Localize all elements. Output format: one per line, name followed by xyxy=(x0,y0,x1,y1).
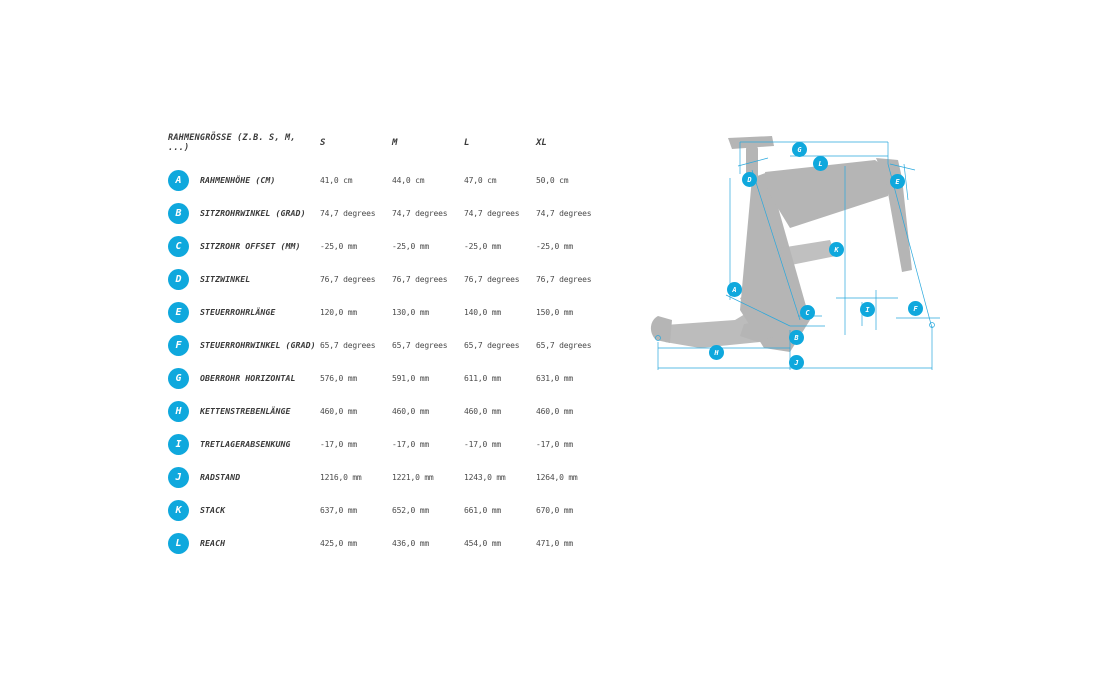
cell-l: 1243,0 mm xyxy=(464,473,506,482)
row-key xyxy=(168,269,320,290)
row-marker-d: D xyxy=(168,269,189,290)
row-label: TRETLAGERABSENKUNG xyxy=(200,438,291,449)
cell-m: 652,0 mm xyxy=(392,506,429,515)
cell-xl: -17,0 mm xyxy=(536,440,573,449)
cell-l: 661,0 mm xyxy=(464,506,501,515)
row-key xyxy=(168,236,320,257)
row-label: STEUERROHRWINKEL (GRAD) xyxy=(200,339,316,350)
bike-frame-shape xyxy=(651,136,912,352)
row-label: SITZROHRWINKEL (GRAD) xyxy=(200,207,306,218)
row-label: STACK xyxy=(200,504,226,515)
cell-s: 74,7 degrees xyxy=(320,209,376,218)
cell-m: 436,0 mm xyxy=(392,539,429,548)
row-key xyxy=(168,302,320,323)
diagram-marker-h: H xyxy=(709,345,724,360)
cell-xl: 471,0 mm xyxy=(536,539,573,548)
cell-l: 47,0 cm xyxy=(464,176,497,185)
cell-l: 611,0 mm xyxy=(464,374,501,383)
row-marker-j: J xyxy=(168,467,189,488)
row-label: OBERROHR HORIZONTAL xyxy=(200,372,296,383)
diagram-marker-g: G xyxy=(792,142,807,157)
table-row xyxy=(168,197,618,230)
row-marker-c: C xyxy=(168,236,189,257)
row-marker-f: F xyxy=(168,335,189,356)
table-row xyxy=(168,263,618,296)
cell-l: 460,0 mm xyxy=(464,407,501,416)
table-row xyxy=(168,428,618,461)
row-marker-k: K xyxy=(168,500,189,521)
diagram-marker-d: D xyxy=(742,172,757,187)
row-key xyxy=(168,434,320,455)
cell-s: 65,7 degrees xyxy=(320,341,376,350)
row-label: KETTENSTREBENLÄNGE xyxy=(200,405,291,416)
cell-m: 44,0 cm xyxy=(392,176,425,185)
row-label: SITZWINKEL xyxy=(200,273,251,284)
table-row xyxy=(168,494,618,527)
diagram-marker-l: L xyxy=(813,156,828,171)
cell-s: -25,0 mm xyxy=(320,242,357,251)
row-label: STEUERROHRLÄNGE xyxy=(200,306,276,317)
cell-s: 1216,0 mm xyxy=(320,473,362,482)
cell-m: 65,7 degrees xyxy=(392,341,448,350)
diagram-marker-c: C xyxy=(800,305,815,320)
diagram-marker-e: E xyxy=(890,174,905,189)
cell-m: 76,7 degrees xyxy=(392,275,448,284)
cell-xl: 76,7 degrees xyxy=(536,275,592,284)
cell-xl: 631,0 mm xyxy=(536,374,573,383)
cell-l: 76,7 degrees xyxy=(464,275,520,284)
cell-m: -25,0 mm xyxy=(392,242,429,251)
cell-l: -25,0 mm xyxy=(464,242,501,251)
row-key xyxy=(168,467,320,488)
cell-m: 591,0 mm xyxy=(392,374,429,383)
cell-s: -17,0 mm xyxy=(320,440,357,449)
table-row xyxy=(168,164,618,197)
bike-geometry-diagram xyxy=(640,120,1110,400)
row-label: RADSTAND xyxy=(200,471,241,482)
cell-l: 65,7 degrees xyxy=(464,341,520,350)
row-key xyxy=(168,500,320,521)
row-key xyxy=(168,170,320,191)
row-label: RAHMENHÖHE (CM) xyxy=(200,174,276,185)
table-header-size-xl: XL xyxy=(536,138,547,148)
cell-m: 460,0 mm xyxy=(392,407,429,416)
diagram-marker-i: I xyxy=(860,302,875,317)
row-marker-i: I xyxy=(168,434,189,455)
table-header-label: RAHMENGRÖSSE (Z.B. S, M, ...) xyxy=(168,133,296,153)
table-row xyxy=(168,395,618,428)
row-marker-b: B xyxy=(168,203,189,224)
cell-m: 1221,0 mm xyxy=(392,473,434,482)
cell-xl: -25,0 mm xyxy=(536,242,573,251)
cell-s: 460,0 mm xyxy=(320,407,357,416)
row-key xyxy=(168,533,320,554)
cell-m: -17,0 mm xyxy=(392,440,429,449)
diagram-marker-f: F xyxy=(908,301,923,316)
row-marker-l: L xyxy=(168,533,189,554)
cell-xl: 50,0 cm xyxy=(536,176,569,185)
row-marker-h: H xyxy=(168,401,189,422)
table-row xyxy=(168,230,618,263)
geometry-table xyxy=(168,128,618,560)
table-row xyxy=(168,527,618,560)
cell-xl: 65,7 degrees xyxy=(536,341,592,350)
cell-s: 120,0 mm xyxy=(320,308,357,317)
cell-s: 637,0 mm xyxy=(320,506,357,515)
cell-xl: 460,0 mm xyxy=(536,407,573,416)
cell-l: -17,0 mm xyxy=(464,440,501,449)
row-key xyxy=(168,401,320,422)
cell-s: 76,7 degrees xyxy=(320,275,376,284)
row-marker-g: G xyxy=(168,368,189,389)
cell-s: 41,0 cm xyxy=(320,176,353,185)
cell-l: 74,7 degrees xyxy=(464,209,520,218)
table-row xyxy=(168,362,618,395)
table-row xyxy=(168,329,618,362)
table-row xyxy=(168,461,618,494)
cell-xl: 1264,0 mm xyxy=(536,473,578,482)
cell-s: 425,0 mm xyxy=(320,539,357,548)
row-label: REACH xyxy=(200,537,226,548)
cell-xl: 150,0 mm xyxy=(536,308,573,317)
row-key xyxy=(168,368,320,389)
diagram-marker-b: B xyxy=(789,330,804,345)
cell-s: 576,0 mm xyxy=(320,374,357,383)
table-row xyxy=(168,296,618,329)
diagram-marker-j: J xyxy=(789,355,804,370)
cell-m: 130,0 mm xyxy=(392,308,429,317)
diagram-marker-k: K xyxy=(829,242,844,257)
cell-m: 74,7 degrees xyxy=(392,209,448,218)
row-marker-a: A xyxy=(168,170,189,191)
row-key xyxy=(168,335,320,356)
row-label: SITZROHR OFFSET (MM) xyxy=(200,240,301,251)
table-header-row xyxy=(168,128,618,158)
row-marker-e: E xyxy=(168,302,189,323)
cell-l: 140,0 mm xyxy=(464,308,501,317)
diagram-marker-a: A xyxy=(727,282,742,297)
table-header-size-m: M xyxy=(392,138,398,148)
table-header-size-s: S xyxy=(320,138,326,148)
cell-xl: 670,0 mm xyxy=(536,506,573,515)
table-header-size-l: L xyxy=(464,138,470,148)
cell-l: 454,0 mm xyxy=(464,539,501,548)
row-key xyxy=(168,203,320,224)
cell-xl: 74,7 degrees xyxy=(536,209,592,218)
